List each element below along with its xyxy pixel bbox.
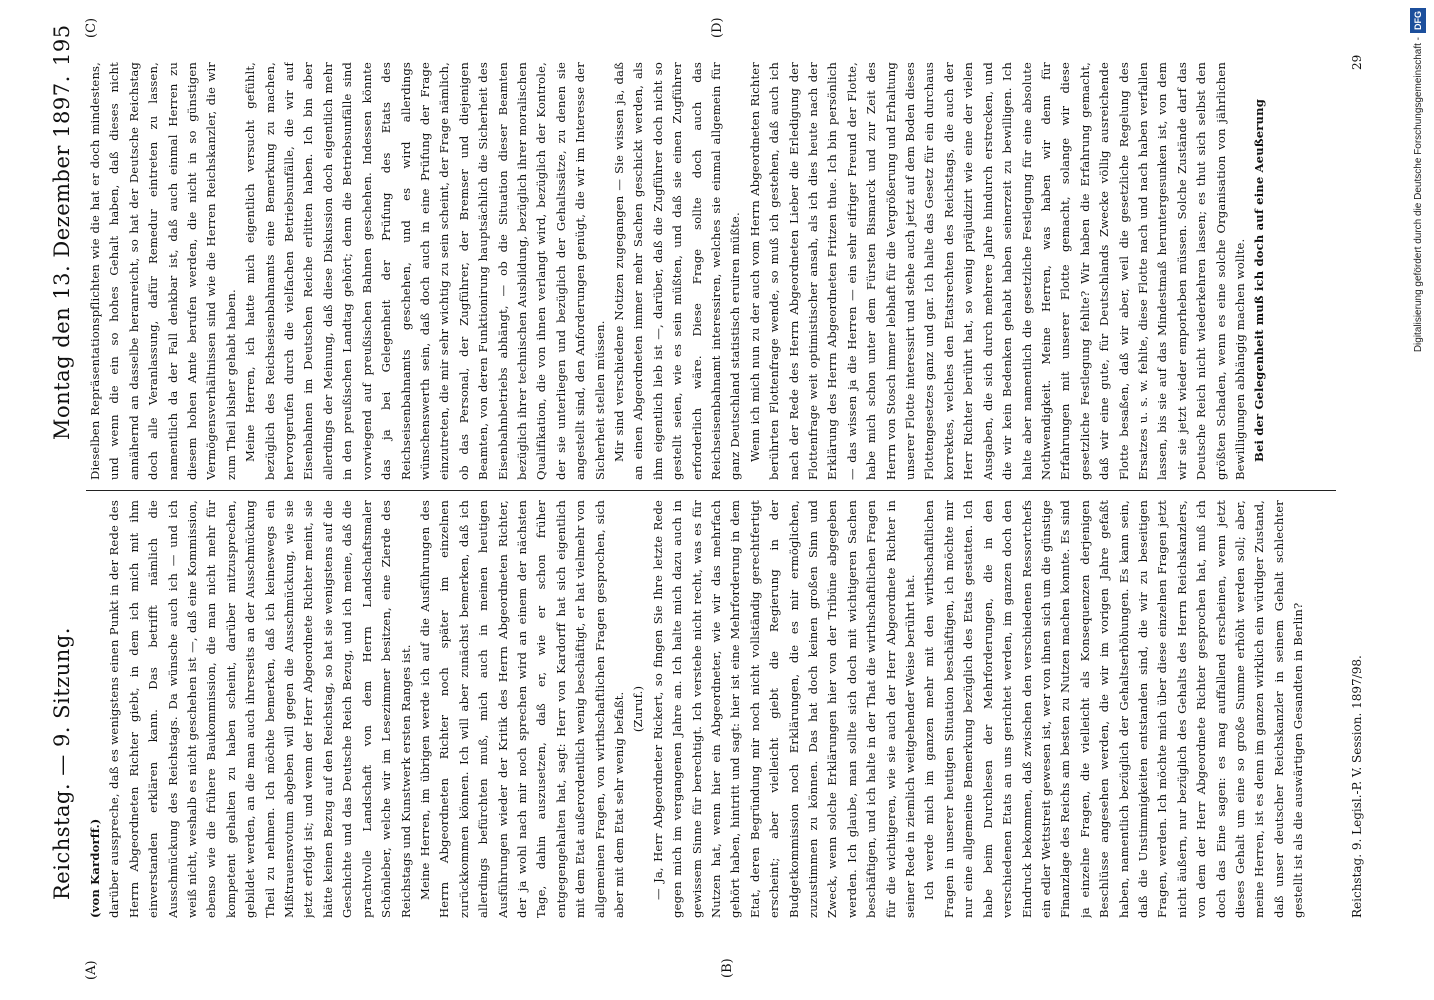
margin-mark-c: (C) — [84, 17, 99, 38]
page-number: 195 — [50, 24, 74, 66]
margin-mark-b: (B) — [720, 958, 735, 978]
running-header-left: Reichstag. — 9. Sitzung. — [50, 627, 74, 900]
paragraph: Wenn ich mich nun zu der auch vom Herrn Abgeordneten Richter berührten Flottenfrage wende, so muß ich gestehen, daß auch ich nach der Rede des Herrn Abgeordneten Lieber die Erledigung der Flottenfrage weit optimistischer ansah, als ich dies heute nach der Erklärung des Herrn Abgeordneten Fritzen thue. Ich bin persönlich — das wissen ja die Herren — ein sehr eifriger Freund der Flotte, habe mich schon unter dem Fürsten Bismarck und zur Zeit des Herrn von Stosch immer lebhaft für die Vergrößerung und Erhaltung unserer Flotte interessirt und stehe auch jetzt auf dem Boden dieses Flottengesetzes ganz und gar. Ich halte das Gesetz für ein durchaus korrektes, welches den Etatsrechten des Reichstags, die auch der Herr Richter berührt hat, so wenig präjudizirt wie eine der vielen Ausgaben, die sich durch mehrere Jahre hindurch erstrecken, und die wir kein Bedenken gehabt haben seinerzeit zu bewilligen. Ich halte aber namentlich die gesetzliche Festlegung für eine absolute Nothwendigkeit. Meine Herren, was haben wir denn für Erfahrungen mit unserer Flotte gemacht, solange wir diese gesetzliche Festlegung fehlte? Wir haben die Erfahrung gemacht, daß wir eine gute, für Deutschlands Zwecke völlig ausreichende Flotte besaßen, daß wir aber, weil die gesetzliche Regelung des Ersatzes u. s. w. fehlte, diese Flotte nach und nach haben verfallen lassen, bis sie auf das Mindestmaß heruntergesunken ist, von dem wir sie jetzt wieder emporheben müssen. Solche Zustände darf das Deutsche Reich nicht wiederkehren lassen; es thut sich selbst den größten Schaden, wenn es eine solche Organisation von jährlichen Bewilligungen abhängig machen wollte. — [747, 62, 1247, 480]
running-header-date: Montag den 13. Dezember 1897. — [50, 75, 74, 440]
footer-session-note: Reichstag. 9. Legisl.-P. V. Session. 1897/98. — [1350, 655, 1364, 918]
paragraph: Dieselben Repräsentationspflichten wie die hat er doch mindestens, und wenn die ein so hohes Gehalt haben, daß dieses nicht annähernd an dasselbe heranreicht, so hat der Deutsche Reichstag doch alle Veranlassung, dafür Remedur eintreten zu lassen, namentlich da der Fall denkbar ist, daß auch einmal Herren zu diesem hohen Amte berufen werden, die nicht in so günstigen Vermögensverhältnissen sind wie die Herren Reichskanzler, die wir zum Theil bisher gehabt haben. — [88, 62, 238, 480]
paragraph: Ich werde mich im ganzen mehr mit den wirthschaftlichen Fragen in unserer heutigen Situation beschäftigen, ich möchte mir nur eine allgemeine Bemerkung bezüglich des Etats gestatten. Ich habe beim Durchlesen der Mehrforderungen, die in den verschiedenen Etats an uns gerichtet werden, im ganzen doch den Eindruck bekommen, daß zwischen den verschiedenen Ressortchefs ein edler Wettstreit gewesen ist, wer von ihnen sich um die günstige Finanzlage des Reichs am besten zu Nutzen machen konnte. Es sind ja einzelne Fragen, die vielleicht als Konsequenzen derjenigen Beschlüsse angesehen werden, die wir im vorigen Jahre gefaßt haben, namentlich bezüglich der Gehaltserhöhungen. Es kann sein, daß die Unstimmigkeiten entstanden sind, die wir zu beseitigen Fragen, werden. Ich möchte mich über diese einzelnen Fragen jetzt nicht äußern, nur bezüglich des Gehalts des Herrn Reichskanzlers, von dem der Herr Abgeordnete Richter gesprochen hat, muß ich doch das Eine sagen: es mag auffallend erscheinen, wenn jetzt dieses Gehalt um eine so große Summe erhöht werden soll; aber, meine Herren, ist es denn im ganzen wirklich ein würdiger Zustand, daß unser deutscher Reichskanzler in seinem Gehalt schlechter gestellt ist als die auswärtigen Gesandten in Berlin? — [922, 500, 1306, 918]
paragraph: darüber ausspreche, daß es wenigstens einen Punkt in der Rede des Herrn Abgeordneten Richter giebt, in dem ich mich mit ihm einverstanden erklären kann. Das betrifft nämlich die Ausschmückung des Reichstags. Da wünsche auch ich — und ich weiß nicht, weshalb es nicht geschehen ist —, daß eine Kommission, ebenso wie die frühere Baukommission, die man nicht mehr für kompetent gehalten zu haben scheint, darüber mitzusprechen, gebildet werden, an die man auch ihrerseits an der Ausschmückung Theil zu nehmen. Ich möchte bemerken, daß ich keineswegs ein Mißtrauensvotum abgeben will gegen die Ausschmückung, wie sie jetzt erfolgt ist; und wenn der Herr Abgeordnete Richter meint, sie hätte keinen Bezug auf den Reichstag, so hat sie wenigstens auf die Geschichte und das Deutsche Reich Bezug, und ich meine, daß die prachtvolle Landschaft von dem Herrn Landschaftsmaler Schönleber, welche wir im Lesezimmer besitzen, eine Zierde des Reichstags und Kunstwerk ersten Ranges ist. — [107, 500, 413, 918]
column-divider — [86, 490, 1336, 491]
paragraph: — Ja, Herr Abgeordneter Rickert, so fingen Sie Ihre letzte Rede gegen mich im vergangenen Jahre an. Ich halte mich dazu auch in gewissem Sinne für berechtigt. Ich verstehe nicht recht, was es für Nutzen hat, wenn hier ein Abgeordneter, wie wir das mehrfach gehört haben, hintritt und sagt: hier ist eine Mehrforderung in dem Etat, deren Begründung mir noch nicht vollständig gerechtfertigt erscheint; aber vielleicht giebt die Regierung in der Budgetkommission noch Erklärungen, die es mir ermöglichen, zuzustimmen zu können. Das hat doch keinen großen Sinn und Zweck, wenn solche Erklärungen hier von der Tribüne abgegeben werden. Ich glaube, man sollte sich doch mit wichtigeren Sachen beschäftigen, und ich halte in der That die wirthschaftlichen Fragen für die wichtigeren, wie sie auch der Herr Abgeordnete Richter in seiner Rede in ziemlich weitgehender Weise berührt hat. — [650, 500, 918, 918]
watermark-caption: Digitalisierung gefördert durch die Deutsche Forschungsgemeinschaft - — [1413, 37, 1424, 353]
watermark-text — [1410, 8, 1426, 993]
margin-mark-d: (D) — [710, 17, 725, 38]
right-text-column — [86, 62, 1331, 480]
interjection: (Zuruf.) — [631, 685, 646, 733]
paragraph: Mir sind verschiedene Notizen zugegangen — Sie wissen ja, daß an einen Abgeordneten immer mehr Sachen geschickt werden, als ihm eigentlich lieb ist —, darüber, daß die Zugführer doch nicht so gestellt seien, wie es sein müßten, und daß sie einen Zugführer erforderlich wäre. Diese Frage sollte doch auch das Reichseisenbahnamt interessiren, welches sie einmal allgemein für ganz Deutschland statistisch eruiren müßte. — [611, 62, 743, 480]
dfg-logo: DFG — [1410, 8, 1426, 33]
speaker-tag: (von Kardorff.) — [88, 818, 102, 918]
digitization-watermark — [1410, 8, 1426, 993]
paragraph: Meine Herren, ich hatte mich eigentlich versucht gefühlt, bezüglich des Reichseisenbahnamts eine Bemerkung zu machen, hervorgerufen durch die vielfachen Betriebsunfälle, die wir auf Eisenbahnen im Deutschen Reiche erlitten haben. Ich bin aber allerdings der Meinung, daß diese Diskussion doch eigentlich mehr in den preußischen Landtag gehört; denn die Betriebsunfälle sind vorwiegend auf preußischen Bahnen geschehen. Indessen könnte das ja bei Gelegenheit der Prüfung des Etats des Reichseisenbahnamts geschehen, und es wird allerdings wünschenswerth sein, daß doch auch in eine Prüfung der Frage einzutreten, die mir sehr wichtig zu sein scheint, der Frage nämlich, ob das Personal, der Zugführer, der Bremser und diejenigen Beamten, von deren Funktionirung hauptsächlich die Sicherheit des Eisenbahnbetriebs abhängt, — ob die Situation dieser Beamten bezüglich ihrer technischen Ausbildung, bezüglich ihrer moralischen Qualifikation, die von ihnen verlangt wird, bezüglich der Kontrole, der sie unterliegen und bezüglich der Gehaltssätze, zu denen sie angestellt sind, den Anforderungen genügt, die wir im Interesse der Sicherheit stellen müssen. — [243, 62, 607, 480]
paragraph: Meine Herren, im übrigen werde ich auf die Ausführungen des Herrn Abgeordneten Richter noch später im einzelnen zurückkommen können. Ich will aber zunächst bemerken, daß ich allerdings befürchten muß, mich auch in meinen heutigen Ausführungen wieder der Kritik des Herrn Abgeordneten Richter, der ja wohl nach mir noch sprechen wird an einem der nächsten Tage, dahin auszusetzen, daß er, wie er schon früher entgegengehalten hat, sagt: Herr von Kardorff hat sich eigentlich mit dem Etat außerordentlich wenig beschäftigt, er hat vielmehr von allgemeinen Fragen, von wirthschaftlichen Fragen gesprochen, sich aber mit dem Etat sehr wenig befaßt. — [417, 500, 626, 918]
footer-sheet-number: 29 — [1350, 54, 1364, 70]
paragraph: Bei der Gelegenheit muß ich doch auf eine Aeußerung — [1252, 99, 1267, 462]
left-text-column — [86, 500, 1346, 918]
margin-mark-a: (A) — [84, 960, 99, 980]
